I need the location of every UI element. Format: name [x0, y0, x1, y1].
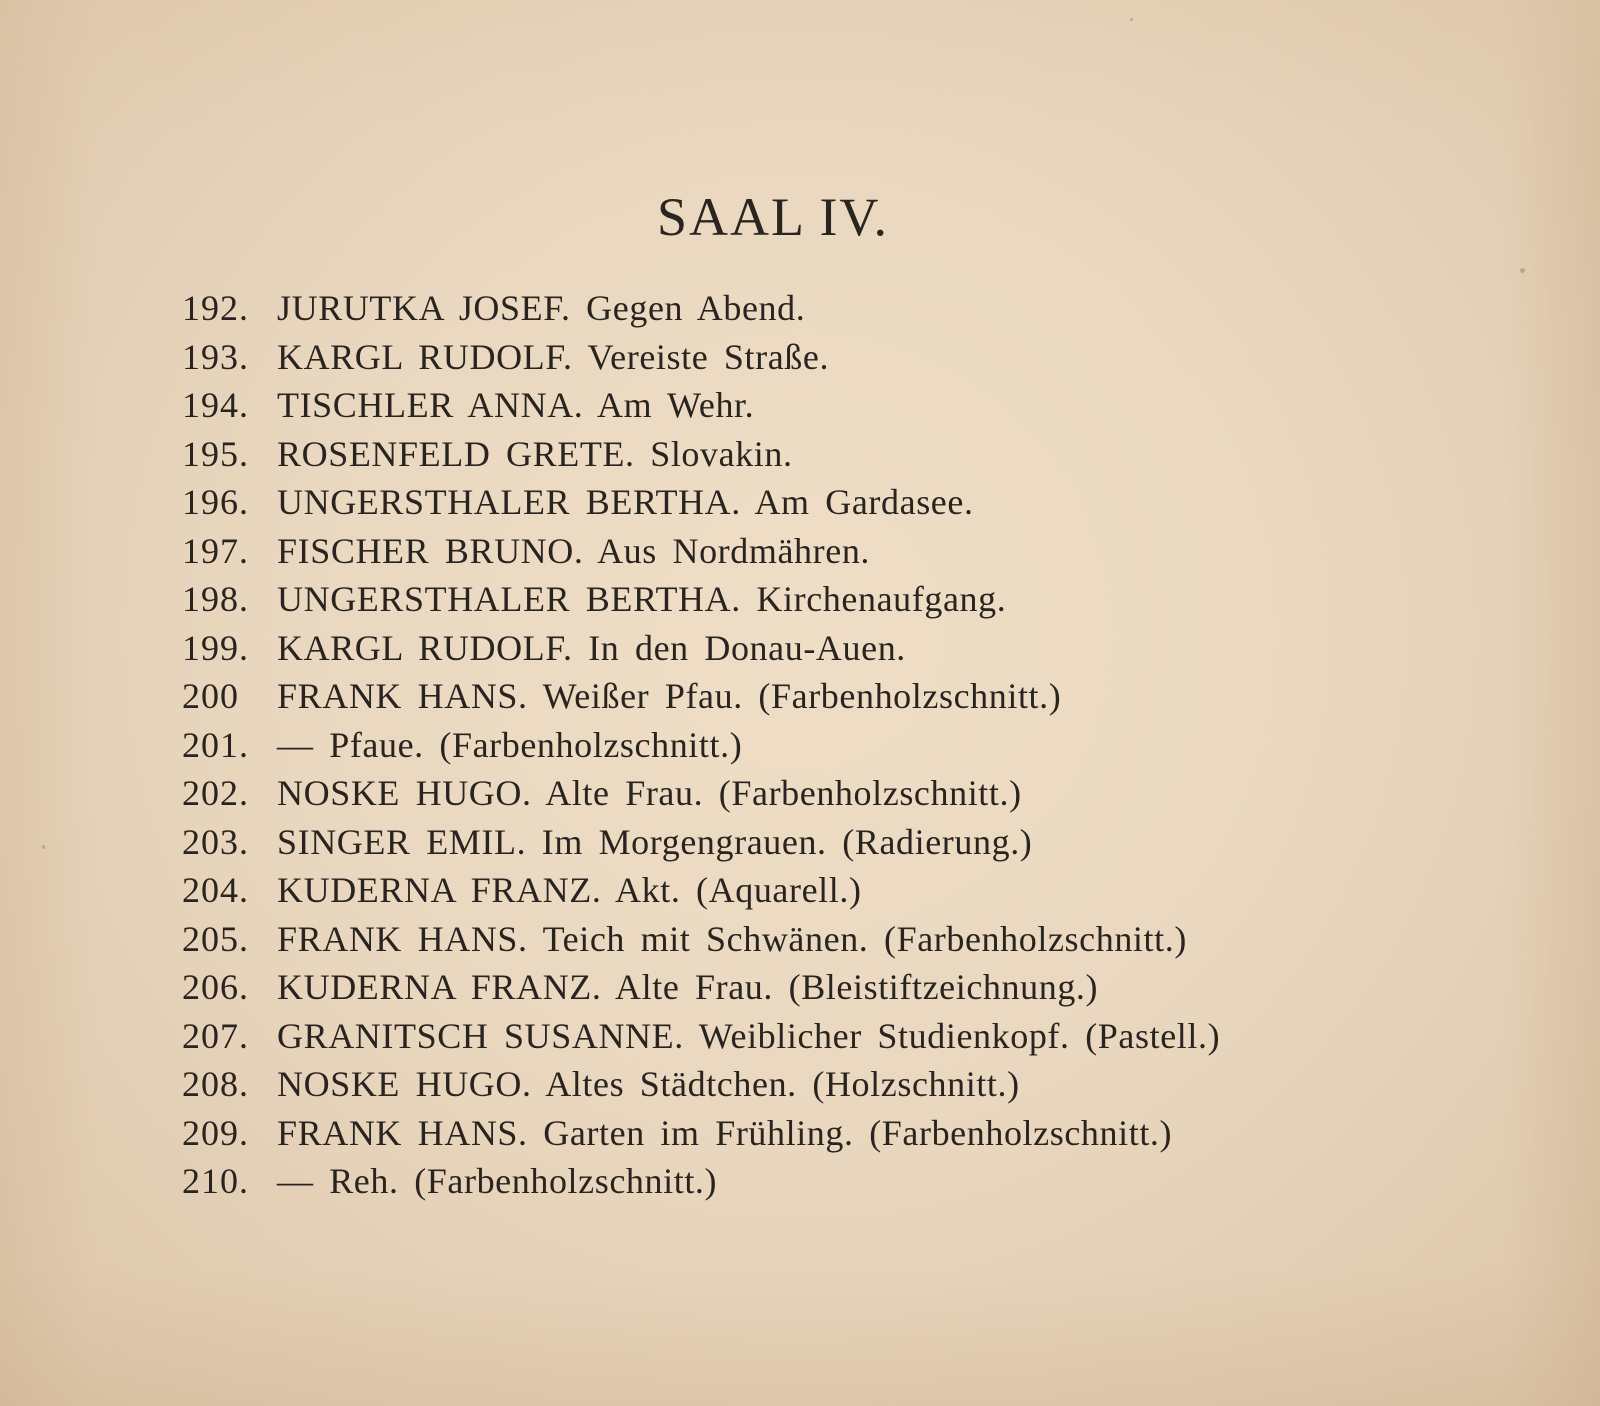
entry-text: KARGL RUDOLF. In den Donau-Auen.	[277, 627, 906, 668]
list-item	[182, 1157, 1432, 1206]
list-item	[182, 672, 1432, 721]
entry-number: 208.	[182, 1064, 249, 1104]
entry-number: 195.	[182, 433, 249, 474]
entry-text: KUDERNA FRANZ. Akt. (Aquarell.)	[277, 870, 862, 910]
entry-number: 196.	[182, 482, 249, 522]
entry-text: NOSKE HUGO. Alte Frau. (Farbenholzschnitt.)	[277, 773, 1022, 813]
entry-text: KUDERNA FRANZ. Alte Frau. (Bleistiftzeichnung.)	[277, 967, 1099, 1007]
entry-text: KARGL RUDOLF. Vereiste Straße.	[277, 336, 830, 377]
entry-number: 205.	[182, 918, 249, 959]
list-item	[182, 430, 1432, 479]
list-item	[182, 818, 1432, 867]
entry-text: FRANK HANS. Weißer Pfau. (Farbenholzschnitt.)	[277, 676, 1062, 716]
entry-text: FISCHER BRUNO. Aus Nordmähren.	[277, 530, 871, 571]
entry-number: 200	[182, 676, 239, 716]
entry-number: 207.	[182, 1015, 249, 1056]
entry-number: 204.	[182, 870, 249, 910]
entry-text: JURUTKA JOSEF. Gegen Abend.	[277, 288, 806, 328]
list-item	[182, 963, 1432, 1012]
entry-number: 202.	[182, 773, 249, 813]
entry-number: 199.	[182, 627, 249, 668]
list-item	[182, 527, 1432, 576]
entry-number: 192.	[182, 288, 249, 328]
paper-speck	[1130, 18, 1133, 21]
entry-number: 197.	[182, 530, 249, 571]
list-item	[182, 915, 1432, 964]
list-item	[182, 478, 1432, 527]
entry-text: FRANK HANS. Teich mit Schwänen. (Farbenholzschnitt.)	[277, 918, 1187, 959]
entry-number: 203.	[182, 821, 249, 862]
entry-text: ROSENFELD GRETE. Slovakin.	[277, 433, 793, 474]
entry-number: 210.	[182, 1161, 249, 1201]
list-item	[182, 1012, 1432, 1061]
entry-text: UNGERSTHALER BERTHA. Am Gardasee.	[277, 482, 974, 522]
page-title: SAAL IV.	[656, 187, 890, 247]
catalog-list	[182, 284, 1432, 1206]
entry-text: UNGERSTHALER BERTHA. Kirchenaufgang.	[277, 579, 1007, 619]
list-item	[182, 624, 1432, 673]
entry-text: — Pfaue. (Farbenholzschnitt.)	[277, 724, 743, 765]
entry-number: 193.	[182, 336, 249, 377]
entry-text: NOSKE HUGO. Altes Städtchen. (Holzschnitt.)	[277, 1064, 1020, 1104]
entry-number: 198.	[182, 579, 249, 619]
list-item	[182, 721, 1432, 770]
entry-number: 209.	[182, 1112, 249, 1153]
entry-text: GRANITSCH SUSANNE. Weiblicher Studienkopf. (Pastell.)	[277, 1015, 1221, 1056]
list-item	[182, 575, 1432, 624]
entry-number: 201.	[182, 724, 249, 765]
entry-text: SINGER EMIL. Im Morgengrauen. (Radierung.)	[277, 821, 1033, 862]
list-item	[182, 333, 1432, 382]
entry-text: — Reh. (Farbenholzschnitt.)	[277, 1161, 718, 1201]
list-item	[182, 381, 1432, 430]
list-item	[182, 1060, 1432, 1109]
list-item	[182, 1109, 1432, 1158]
entry-number: 194.	[182, 385, 249, 425]
paper-speck	[1520, 268, 1525, 273]
list-item	[182, 769, 1432, 818]
list-item	[182, 866, 1432, 915]
list-item	[182, 284, 1432, 333]
entry-text: TISCHLER ANNA. Am Wehr.	[277, 385, 755, 425]
entry-number: 206.	[182, 967, 249, 1007]
entry-text: FRANK HANS. Garten im Frühling. (Farbenholzschnitt.)	[277, 1112, 1173, 1153]
paper-speck	[42, 845, 45, 849]
